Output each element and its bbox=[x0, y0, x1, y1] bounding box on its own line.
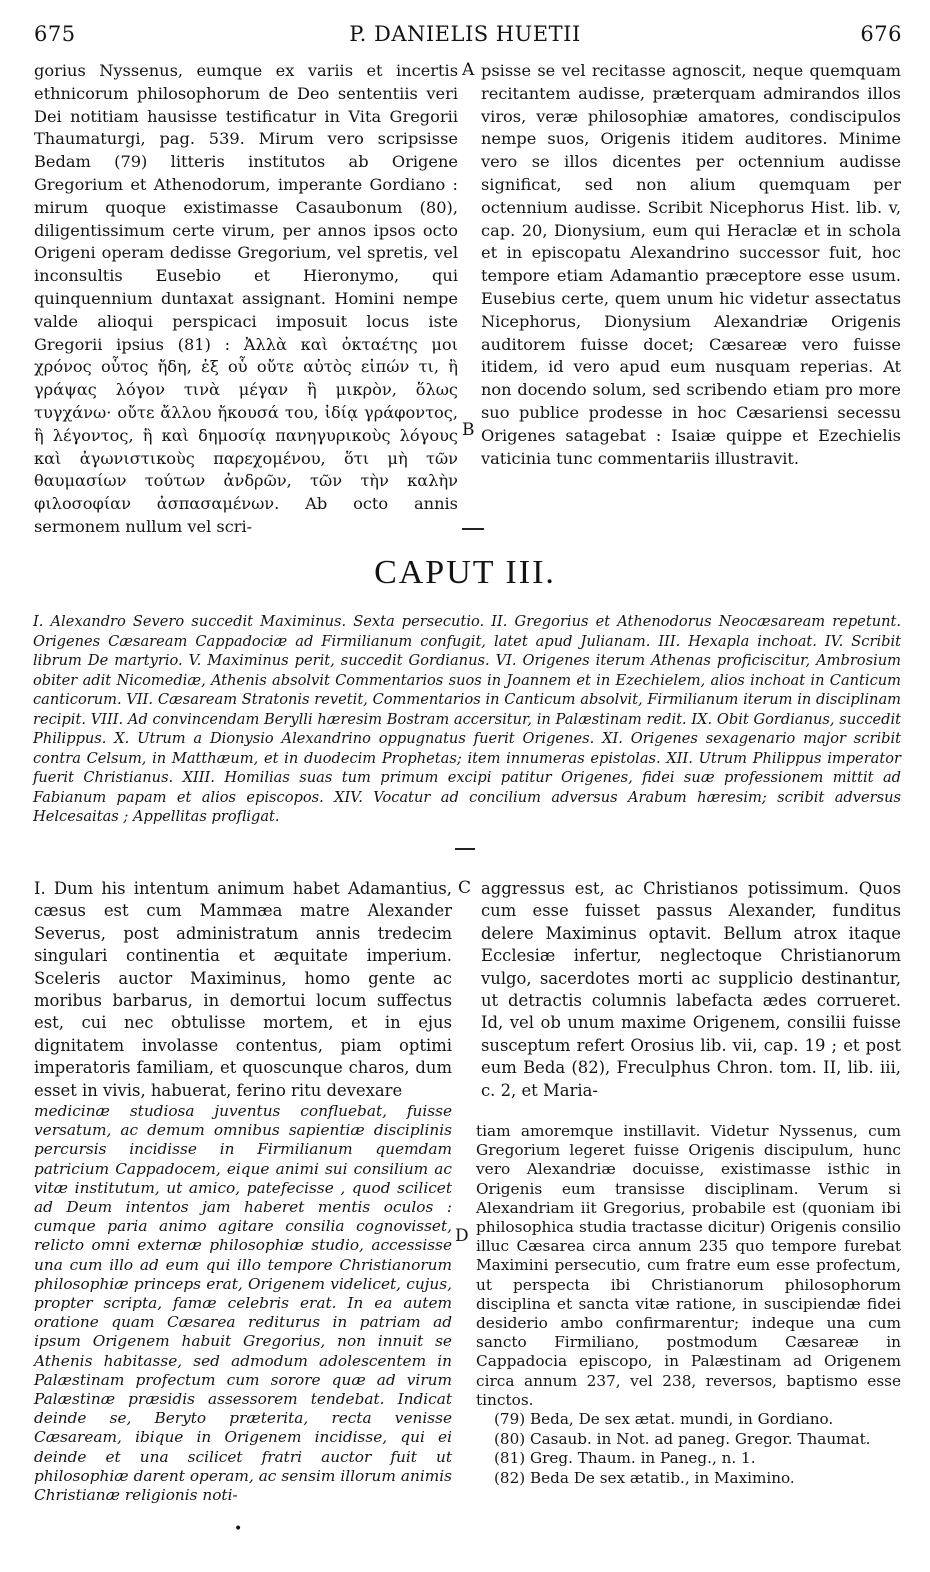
divider-rule bbox=[462, 528, 484, 530]
chapter-title: CAPUT III. bbox=[374, 554, 556, 591]
notes-right-column bbox=[476, 1122, 901, 1488]
running-title: P. DANIELIS HUETII bbox=[349, 22, 581, 46]
body-left-paragraph: I. Dum his intentum animum habet Adamantius, cæsus est cum Mammæa matre Alexander Severus, post administratum annis tredecim singulari continentia et æquitate imperium. Sceleris auctor Maximinus, homo gente ac moribus barbarus, in demortui locum suffectus est, cui nec obtulisse mortem, et in ejus dignitatem involasse contentus, piam optimi imperatoris familiam, et quoscunque charos, dum esset in vivis, habuerat, ferino ritu devexare bbox=[34, 879, 452, 1100]
bottom-mark: • bbox=[234, 1521, 243, 1537]
chapter-summary: I. Alexandro Severo succedit Maximinus. Sexta persecutio. II. Gregorius et Athenodorus Neocæsaream repetunt. Origenes Cæsaream Cappadociæ ad Firmilianum confugit, latet apud Julianam. III. Hexapla inchoat. IV. Scribit librum De martyrio. V. Maximinus perit, succedit Gordianus. VI. Origenes iterum Athenas proficiscitur, Ambrosium obiter adit Nicomediæ, Athenis absolvit Commentarios suos in Joannem et in Ezechielem, alios inchoat in Canticum canticorum. VII. Cæsaream Stratonis revetit, Commentarios in Canticum absolvit, Firmilianum iterum in disciplinam recipit. VIII. Ad convincendam Berylli hæresim Bostram accersitur, in Palæstinam redit. IX. Obit Gordianus, succedit Philippus. X. Utrum a Dionysio Alexandrino oppugnatus fuerit Origenes. XI. Origenes sexagenario major scribit contra Celsum, in Matthæum, et in duodecim Prophetas; item innumeras epistolas. XII. Utrum Philippus imperator fuerit Christianus. XIII. Homilias suas tum primum excipi patitur Origenes, fidei suæ professionem mittit ad Fabianum papam et alios episcopos. XIV. Vocatur ad concilium adversus Arabum hæresim; scribit adversus Helcesaitas ; Appellitas profligat. bbox=[33, 613, 901, 825]
margin-letter-a: A bbox=[462, 60, 475, 80]
footnote-82: (82) Beda De sex ætatib., in Maximino. bbox=[494, 1468, 795, 1487]
divider-rule bbox=[455, 848, 475, 850]
notes-left-paragraph: medicinæ studiosa juventus confluebat, fuisse versatum, ac demum omnibus sapientiæ disciplinis percursis incidisse in Firmilianum quemdam patricium Cappadocem, eique animi sui consilium ac vitæ institutum, ut amico, patefecisse , quod scilicet ad Deum intentos jam haberet mentis oculos : cumque paria animo agitare consilia cognovisset, relicto omni externæ philosophiæ studio, accessisse una cum illo ad eum qui illo tempore Christianorum philosophiæ princeps erat, Origenem videlicet, cujus, propter scripta, famæ celebris erat. In ea autem oratione quam Cæsarea rediturus in patriam ad ipsum Origenem habuit Gregorius, non innuit se Athenis habitasse, sed admodum adolescentem in Palæstinam profectum cum sorore quæ ad virum Palæstinæ præsidis assessorem tendebat. Indicat deinde se, Beryto præterita, recta venisse Cæsaream, ibique in Origenem incidisse, qui ei deinde et una scilicet fratri auctor fuit ut philosophiæ darent operam, ac sensim illorum animis Christianæ religionis noti- bbox=[34, 1102, 452, 1505]
body-right-paragraph: aggressus est, ac Christianos potissimum. Quos cum esse fuisset passus Alexander, funditus delere Maximinus optavit. Bellum atrox itaque Ecclesiæ infertur, neglectoque Christianorum vulgo, sacerdotes morti ac supplicio destinantur, ut detractis columnis labefacta ædes corrueret. Id, vel ob unum maxime Origenem, consilii fuisse susceptum refert Orosius lib. vii, cap. 19 ; et post eum Beda (82), Freculphus Chron. tom. II, lib. iii, c. 2, et Maria- bbox=[481, 879, 901, 1100]
top-left-column bbox=[34, 60, 458, 539]
footnote-80: (80) Casaub. in Not. ad paneg. Gregor. Thaumat. bbox=[494, 1429, 871, 1448]
page-number-left: 675 bbox=[34, 22, 76, 46]
body-left-column bbox=[34, 878, 452, 1102]
footnote-79: (79) Beda, De sex ætat. mundi, in Gordiano. bbox=[494, 1410, 834, 1429]
page-number-right: 676 bbox=[860, 22, 902, 46]
top-right-paragraph: psisse se vel recitasse agnoscit, neque quemquam recitantem audisse, præterquam admirandos illos viros, veræ philosophiæ amatores, condiscipulos nempe suos, Origenis itidem auditores. Minime vero se illos dicentes per octennium audisse significat, sed non alium quemquam per octennium audisse. Scribit Nicephorus Hist. lib. v, cap. 20, Dionysium, eum qui Heraclæ et in schola et in episcopatu Alexandrino successor fuit, hoc tempore etiam Adamantio præceptore esse usum. Eusebius certe, quem unum hic videtur assectatus Nicephorus, Dionysium Alexandriæ Origenis auditorem fuisse docet; Cæsareæ vero fuisse itidem, id vero apud eum nusquam reperias. At non docendo solum, sed scribendo etiam pro more suo publice prodesse in hoc Cæsariensi secessu Origenes satagebat : Isaiæ quippe et Ezechielis vaticinia tunc commentariis illustravit. bbox=[481, 61, 901, 468]
top-right-column bbox=[481, 60, 901, 470]
notes-right-paragraph: tiam amoremque instillavit. Videtur Nyssenus, cum Gregorium legeret fuisse Origenis discipulum, hunc vero Alexandriæ docuisse, existimasse isthic in Origenis eum transisse disciplinam. Verum si Alexandriam iit Gregorius, probabile est (quoniam ibi philosophica studia tractasse dicitur) Origenis consilio illuc Cæsarea circa annum 235 quo tempore furebat Maximini persecutio, cum fratre eum esse profectum, ut perspecta ibi Christianorum philosophorum disciplina et sancta vitæ ratione, in suscipiendæ fidei desiderio ambo confirmarentur; indeque una cum sancto Firmiliano, postmodum Cæsareæ in Cappadocia episcopo, in Palæstinam ad Origenem circa annum 237, vel 238, reversos, baptismo esse tinctos. bbox=[476, 1122, 901, 1409]
margin-letter-d: D bbox=[455, 1226, 469, 1246]
notes-left-column bbox=[34, 1102, 452, 1505]
margin-letter-c: C bbox=[458, 878, 472, 898]
margin-letter-b: B bbox=[462, 420, 475, 440]
footnote-81: (81) Greg. Thaum. in Paneg., n. 1. bbox=[494, 1449, 756, 1468]
body-right-column bbox=[481, 878, 901, 1102]
top-left-paragraph: gorius Nyssenus, eumque ex variis et incertis ethnicorum philosophorum de Deo sententiis veri Dei notitiam hausisse testificatur in Vita Gregorii Thaumaturgi, pag. 539. Mirum vero scripsisse Bedam (79) litteris institutos ab Origene Gregorium et Athenodorum, imperante Gordiano : mirum quoque existimasse Casaubonum (80), diligentissimum certe virum, per annos ipsos octo Origeni operam dedisse Gregorium, vel spretis, vel inconsultis Eusebio et Hieronymo, qui quinquennium duntaxat assignant. Homini nempe valde alioqui perspicaci imposuit locus iste Gregorii ipsius (81) : Ἀλλὰ καὶ ὀκταέτης μοι χρόνος οὗτος ἤδη, ἐξ οὗ οὔτε αὐτὸς εἰπών τι, ἢ γράψας λόγον τινὰ μέγαν ἢ μικρὸν, ὅλως τυγχάνω· οὔτε ἄλλου ἤκουσά του, ἰδίᾳ γράφοντος, ἢ λέγοντος, ἢ καὶ δημοσίᾳ πανηγυρικοὺς λόγους καὶ ἀγωνιστικοὺς παρεχομένου, ὅτι μὴ τῶν θαυμασίων τούτων ἀνδρῶν, τῶν τὴν καλὴν φιλοσοφίαν ἀσπασαμένων. Ab octo annis sermonem nullum vel scri- bbox=[34, 61, 458, 536]
